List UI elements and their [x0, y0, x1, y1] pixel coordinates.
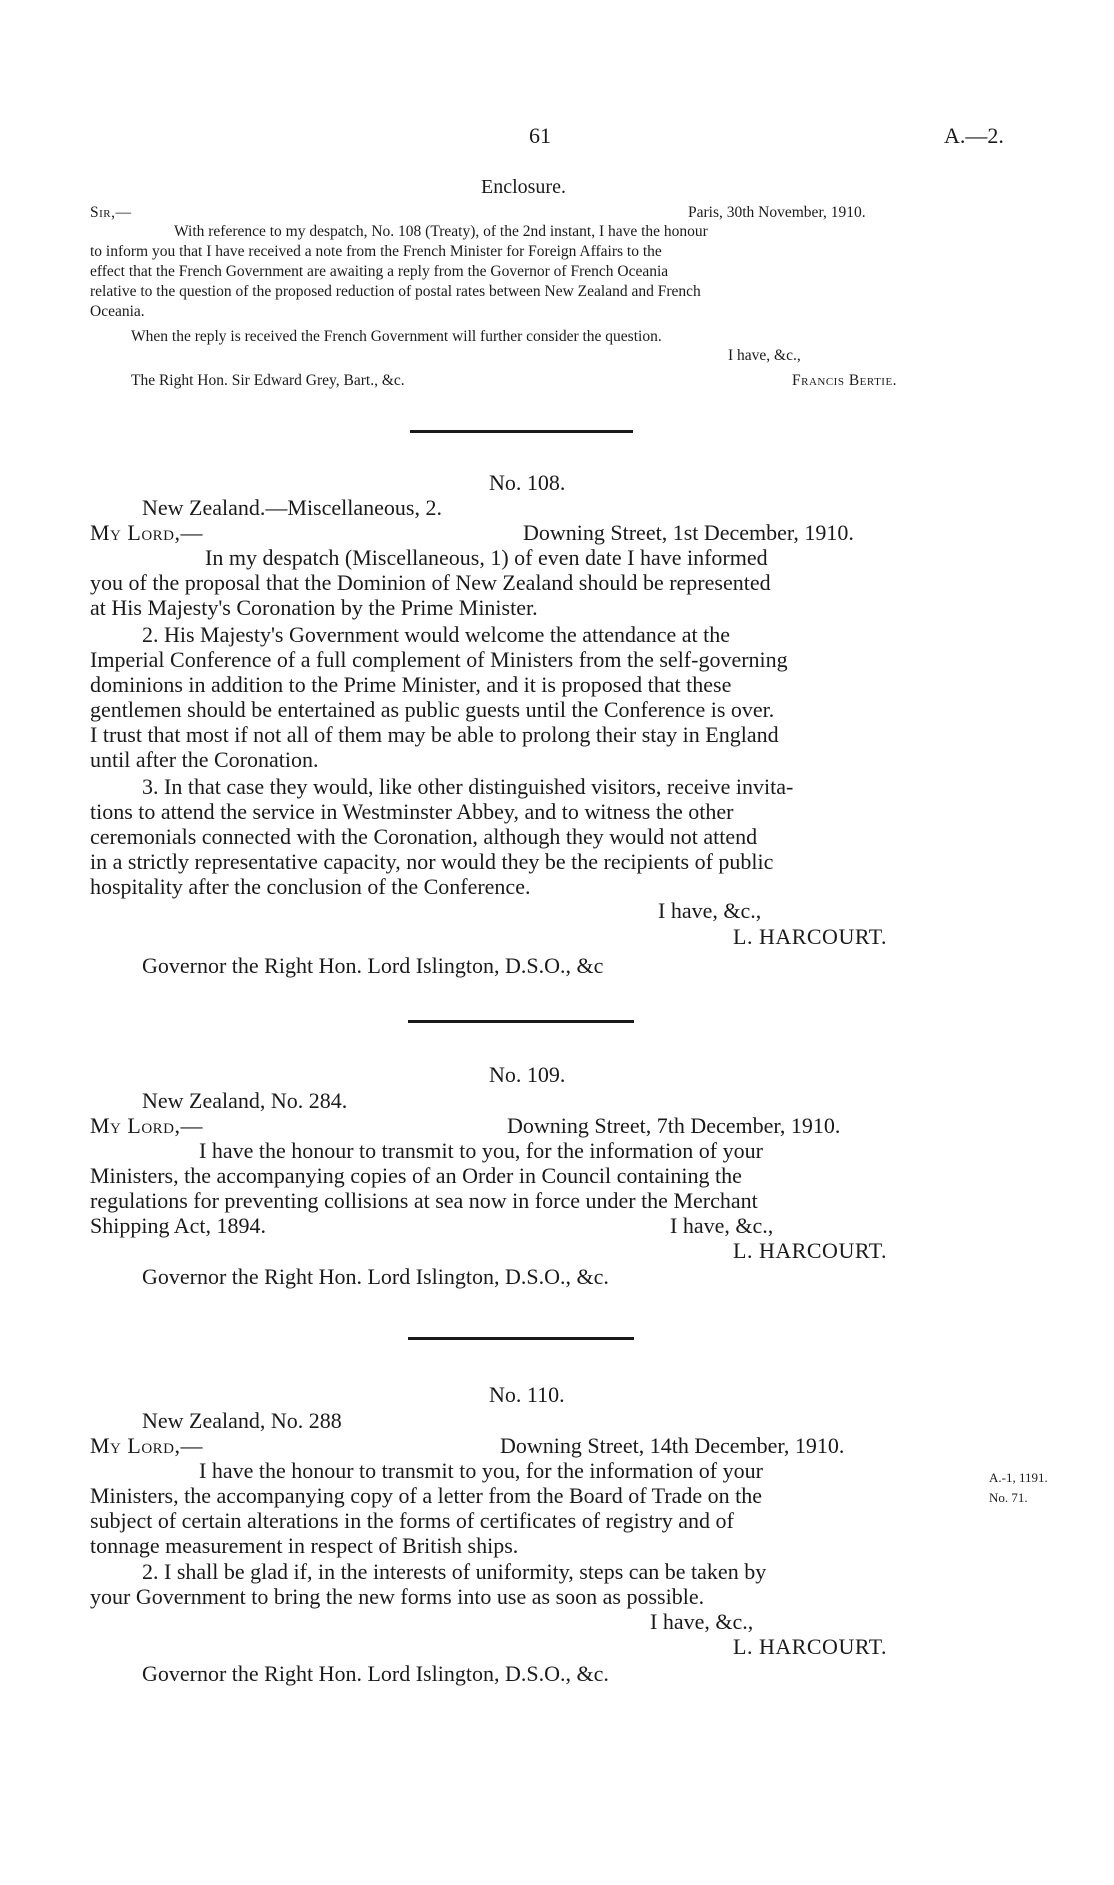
- despatch-109-signature: L. HARCOURT.: [733, 1238, 887, 1263]
- despatch-108-closing: I have, &c.,: [658, 898, 762, 923]
- despatch-109-paragraph-line: regulations for preventing collisions at sea now in force under the Merchant: [90, 1188, 758, 1213]
- despatch-108-paragraph-line: hospitality after the conclusion of the Conference.: [90, 874, 531, 899]
- enclosure-paragraph-1-line: to inform you that I have received a note from the French Minister for Foreign Affairs to the: [90, 243, 662, 260]
- page-number: 61: [529, 123, 551, 148]
- despatch-110-signature: L. HARCOURT.: [733, 1634, 887, 1659]
- despatch-109-place-date: Downing Street, 7th December, 1910.: [507, 1113, 841, 1138]
- despatch-108-paragraph-line: ceremonials connected with the Coronation, although they would not attend: [90, 824, 758, 849]
- despatch-109-closing: I have, &c.,: [670, 1213, 774, 1238]
- despatch-108-place-date: Downing Street, 1st December, 1910.: [523, 520, 854, 545]
- despatch-108-paragraph-line: at His Majesty's Coronation by the Prime Minister.: [90, 595, 538, 620]
- despatch-110-subject: New Zealand, No. 288: [142, 1408, 342, 1433]
- despatch-108-paragraph-line: 2. His Majesty's Government would welcome the attendance at the: [142, 622, 731, 647]
- despatch-110-paragraph-line: I have the honour to transmit to you, for the information of your: [199, 1458, 763, 1483]
- margin-note: No. 71.: [989, 1490, 1028, 1505]
- despatch-109-addressee: Governor the Right Hon. Lord Islington, D.S.O., &c.: [142, 1264, 609, 1289]
- despatch-110-paragraph-line: your Government to bring the new forms into use as soon as possible.: [90, 1584, 705, 1609]
- despatch-109-heading: No. 109.: [489, 1062, 566, 1087]
- despatch-109-salutation: My Lord,—: [90, 1113, 204, 1138]
- despatch-110-paragraph-line: 2. I shall be glad if, in the interests of uniformity, steps can be taken by: [142, 1559, 767, 1584]
- document-reference: A.—2.: [944, 123, 1004, 148]
- despatch-110-addressee: Governor the Right Hon. Lord Islington, D.S.O., &c.: [142, 1661, 609, 1686]
- despatch-109-paragraph-line: Shipping Act, 1894.: [90, 1213, 267, 1238]
- despatch-108-paragraph-line: tions to attend the service in Westminster Abbey, and to witness the other: [90, 799, 734, 824]
- despatch-110-paragraph-line: tonnage measurement in respect of British ships.: [90, 1533, 519, 1558]
- despatch-109-paragraph-line: I have the honour to transmit to you, for the information of your: [199, 1138, 763, 1163]
- despatch-108-paragraph-line: I trust that most if not all of them may be able to prolong their stay in England: [90, 722, 779, 747]
- enclosure-addressee: The Right Hon. Sir Edward Grey, Bart., &c.: [131, 372, 405, 389]
- despatch-109-subject: New Zealand, No. 284.: [142, 1088, 348, 1113]
- section-divider: [408, 1337, 634, 1340]
- despatch-108-signature: L. HARCOURT.: [733, 924, 887, 949]
- despatch-110-paragraph-line: subject of certain alterations in the forms of certificates of registry and of: [90, 1508, 734, 1533]
- enclosure-paragraph-1-line: Oceania.: [90, 303, 145, 320]
- despatch-108-paragraph-line: in a strictly representative capacity, nor would they be the recipients of public: [90, 849, 774, 874]
- despatch-110-heading: No. 110.: [489, 1382, 565, 1407]
- despatch-108-paragraph-line: Imperial Conference of a full complement of Ministers from the self-governing: [90, 647, 788, 672]
- despatch-110-place-date: Downing Street, 14th December, 1910.: [500, 1433, 845, 1458]
- despatch-110-paragraph-line: Ministers, the accompanying copy of a letter from the Board of Trade on the: [90, 1483, 763, 1508]
- enclosure-salutation: Sir,—: [90, 204, 132, 221]
- despatch-108-paragraph-line: 3. In that case they would, like other distinguished visitors, receive invita-: [142, 774, 794, 799]
- despatch-108-paragraph-line: you of the proposal that the Dominion of New Zealand should be represented: [90, 570, 771, 595]
- section-divider: [408, 1020, 634, 1023]
- despatch-110-salutation: My Lord,—: [90, 1433, 204, 1458]
- despatch-109-paragraph-line: Ministers, the accompanying copies of an Order in Council containing the: [90, 1163, 742, 1188]
- despatch-108-salutation: My Lord,—: [90, 520, 204, 545]
- despatch-108-subject: New Zealand.—Miscellaneous, 2.: [142, 495, 442, 520]
- section-divider: [410, 430, 633, 433]
- enclosure-paragraph-1-line: relative to the question of the proposed reduction of postal rates between New Zealand and French: [90, 283, 701, 300]
- enclosure-paragraph-1-line: effect that the French Government are awaiting a reply from the Governor of French Oceania: [90, 263, 669, 280]
- enclosure-place-date: Paris, 30th November, 1910.: [688, 204, 866, 221]
- despatch-108-addressee: Governor the Right Hon. Lord Islington, D.S.O., &c: [142, 953, 604, 978]
- despatch-108-paragraph-line: gentlemen should be entertained as public guests until the Conference is over.: [90, 697, 775, 722]
- despatch-108-paragraph-line: In my despatch (Miscellaneous, 1) of even date I have informed: [205, 545, 768, 570]
- despatch-110-closing: I have, &c.,: [650, 1609, 754, 1634]
- despatch-108-paragraph-line: until after the Coronation.: [90, 747, 319, 772]
- despatch-108-paragraph-line: dominions in addition to the Prime Minister, and it is proposed that these: [90, 672, 732, 697]
- enclosure-signature: Francis Bertie.: [792, 372, 898, 389]
- margin-note: A.-1, 1191.: [989, 1470, 1048, 1485]
- enclosure-paragraph-2: When the reply is received the French Government will further consider the question.: [131, 328, 662, 345]
- enclosure-title: Enclosure.: [481, 176, 566, 198]
- despatch-108-heading: No. 108.: [489, 470, 566, 495]
- enclosure-closing: I have, &c.,: [728, 347, 801, 364]
- enclosure-paragraph-1-line: With reference to my despatch, No. 108 (Treaty), of the 2nd instant, I have the honour: [174, 223, 708, 240]
